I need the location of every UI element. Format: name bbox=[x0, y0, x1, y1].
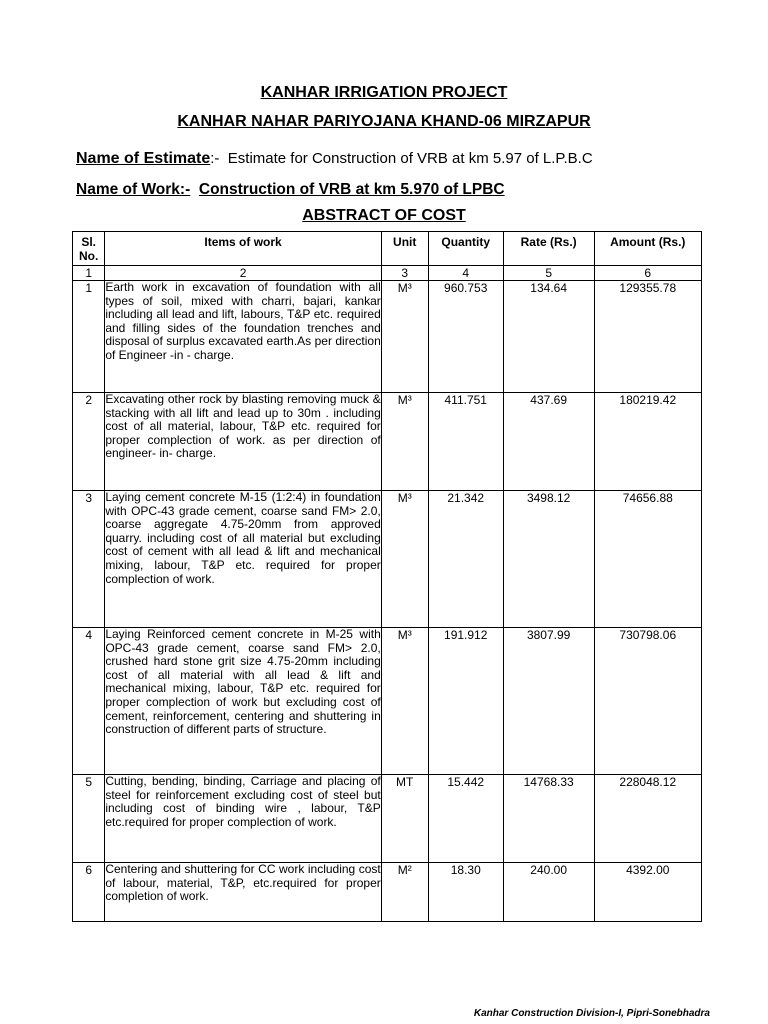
row-quantity: 411.751 bbox=[428, 393, 503, 491]
project-subtitle: KANHAR NAHAR PARIYOJANA KHAND-06 MIRZAPUR bbox=[177, 113, 591, 130]
row-quantity: 18.30 bbox=[428, 863, 503, 922]
row-rate: 3498.12 bbox=[503, 491, 594, 628]
row-item: Laying Reinforced cement concrete in M-25 with OPC-43 grade cement, coarse sand FM> 2.0, crushed hard stone grit size 4.75-20mm including cost of all material with all lead & lift and mechanical mixing, labour, T&P etc. required for proper complection of work but excluding cost of cement, reinforcement, centering and shuttering in construction of different parts of structure. bbox=[105, 628, 381, 775]
table-row bbox=[73, 628, 702, 775]
row-sl: 4 bbox=[73, 628, 105, 775]
project-title: KANHAR IRRIGATION PROJECT bbox=[260, 84, 508, 101]
row-sl: 1 bbox=[73, 281, 105, 393]
row-amount: 180219.42 bbox=[594, 393, 701, 491]
table-row bbox=[73, 775, 702, 863]
col-number: 4 bbox=[428, 266, 503, 281]
row-item: Earth work in excavation of foundation with all types of soil, mixed with charri, bajari, kankar including all lead and lift, labours, T&P etc. required and filling sides of the foundation trenches and disposal of surplus excavated earth.As per direction of Engineer -in - charge. bbox=[105, 281, 381, 393]
work-label: Name of Work:- bbox=[76, 181, 191, 198]
header-unit: Unit bbox=[381, 232, 428, 266]
work-name-line bbox=[76, 181, 505, 199]
table-row bbox=[73, 281, 702, 393]
row-amount: 730798.06 bbox=[594, 628, 701, 775]
row-item: Cutting, bending, binding, Carriage and placing of steel for reinforcement excluding cost of steel but including cost of binding wire , labour, T&P etc.required for proper complection of work. bbox=[105, 775, 381, 863]
row-sl: 2 bbox=[73, 393, 105, 491]
row-rate: 437.69 bbox=[503, 393, 594, 491]
estimate-label: Name of Estimate bbox=[76, 150, 211, 167]
row-item: Excavating other rock by blasting removing muck & stacking with all lift and lead up to 30m . including cost of all material, labour, T&P etc. required for proper complection of work. as per direction of engineer- in- charge. bbox=[105, 393, 381, 491]
header-sl-no: Sl. No. bbox=[73, 232, 105, 266]
table-row bbox=[73, 491, 702, 628]
col-number: 1 bbox=[73, 266, 105, 281]
row-rate: 3807.99 bbox=[503, 628, 594, 775]
row-amount: 74656.88 bbox=[594, 491, 701, 628]
row-amount: 129355.78 bbox=[594, 281, 701, 393]
row-rate: 134.64 bbox=[503, 281, 594, 393]
header-rate: Rate (Rs.) bbox=[503, 232, 594, 266]
row-sl: 3 bbox=[73, 491, 105, 628]
col-number: 3 bbox=[381, 266, 428, 281]
header-quantity: Quantity bbox=[428, 232, 503, 266]
row-item: Laying cement concrete M-15 (1:2:4) in foundation with OPC-43 grade cement, coarse sand FM> 2.0, coarse aggregate 4.75-20mm from approved quarry. including cost of all material but excluding cost of cement with all lead & lift and mechanical mixing, labour, T&P etc. required for proper complection of work. bbox=[105, 491, 381, 628]
estimate-separator: :- bbox=[210, 150, 220, 167]
header-items-of-work: Items of work bbox=[105, 232, 381, 266]
col-number: 5 bbox=[503, 266, 594, 281]
column-number-row bbox=[73, 266, 702, 281]
col-number: 2 bbox=[105, 266, 381, 281]
estimate-name-line bbox=[76, 150, 593, 168]
row-unit: M² bbox=[381, 863, 428, 922]
row-quantity: 15.442 bbox=[428, 775, 503, 863]
row-rate: 240.00 bbox=[503, 863, 594, 922]
row-quantity: 960.753 bbox=[428, 281, 503, 393]
header-amount: Amount (Rs.) bbox=[594, 232, 701, 266]
table-row bbox=[73, 863, 702, 922]
row-amount: 4392.00 bbox=[594, 863, 701, 922]
footer-division: Kanhar Construction Division-I, Pipri-Sonebhadra bbox=[473, 1008, 710, 1019]
row-quantity: 21.342 bbox=[428, 491, 503, 628]
row-sl: 5 bbox=[73, 775, 105, 863]
row-quantity: 191.912 bbox=[428, 628, 503, 775]
work-value: Construction of VRB at km 5.970 of LPBC bbox=[198, 181, 505, 198]
row-sl: 6 bbox=[73, 863, 105, 922]
row-unit: MT bbox=[381, 775, 428, 863]
col-number: 6 bbox=[594, 266, 701, 281]
abstract-cost-table bbox=[72, 231, 702, 922]
row-unit: M³ bbox=[381, 491, 428, 628]
row-amount: 228048.12 bbox=[594, 775, 701, 863]
table-row bbox=[73, 393, 702, 491]
abstract-title: ABSTRACT OF COST bbox=[302, 207, 466, 224]
row-unit: M³ bbox=[381, 281, 428, 393]
row-unit: M³ bbox=[381, 393, 428, 491]
estimate-value: Estimate for Construction of VRB at km 5.97 of L.P.B.C bbox=[227, 150, 593, 167]
table-header-row bbox=[73, 232, 702, 266]
row-unit: M³ bbox=[381, 628, 428, 775]
row-rate: 14768.33 bbox=[503, 775, 594, 863]
row-item: Centering and shuttering for CC work including cost of labour, material, T&P, etc.required for proper completion of work. bbox=[105, 863, 381, 922]
